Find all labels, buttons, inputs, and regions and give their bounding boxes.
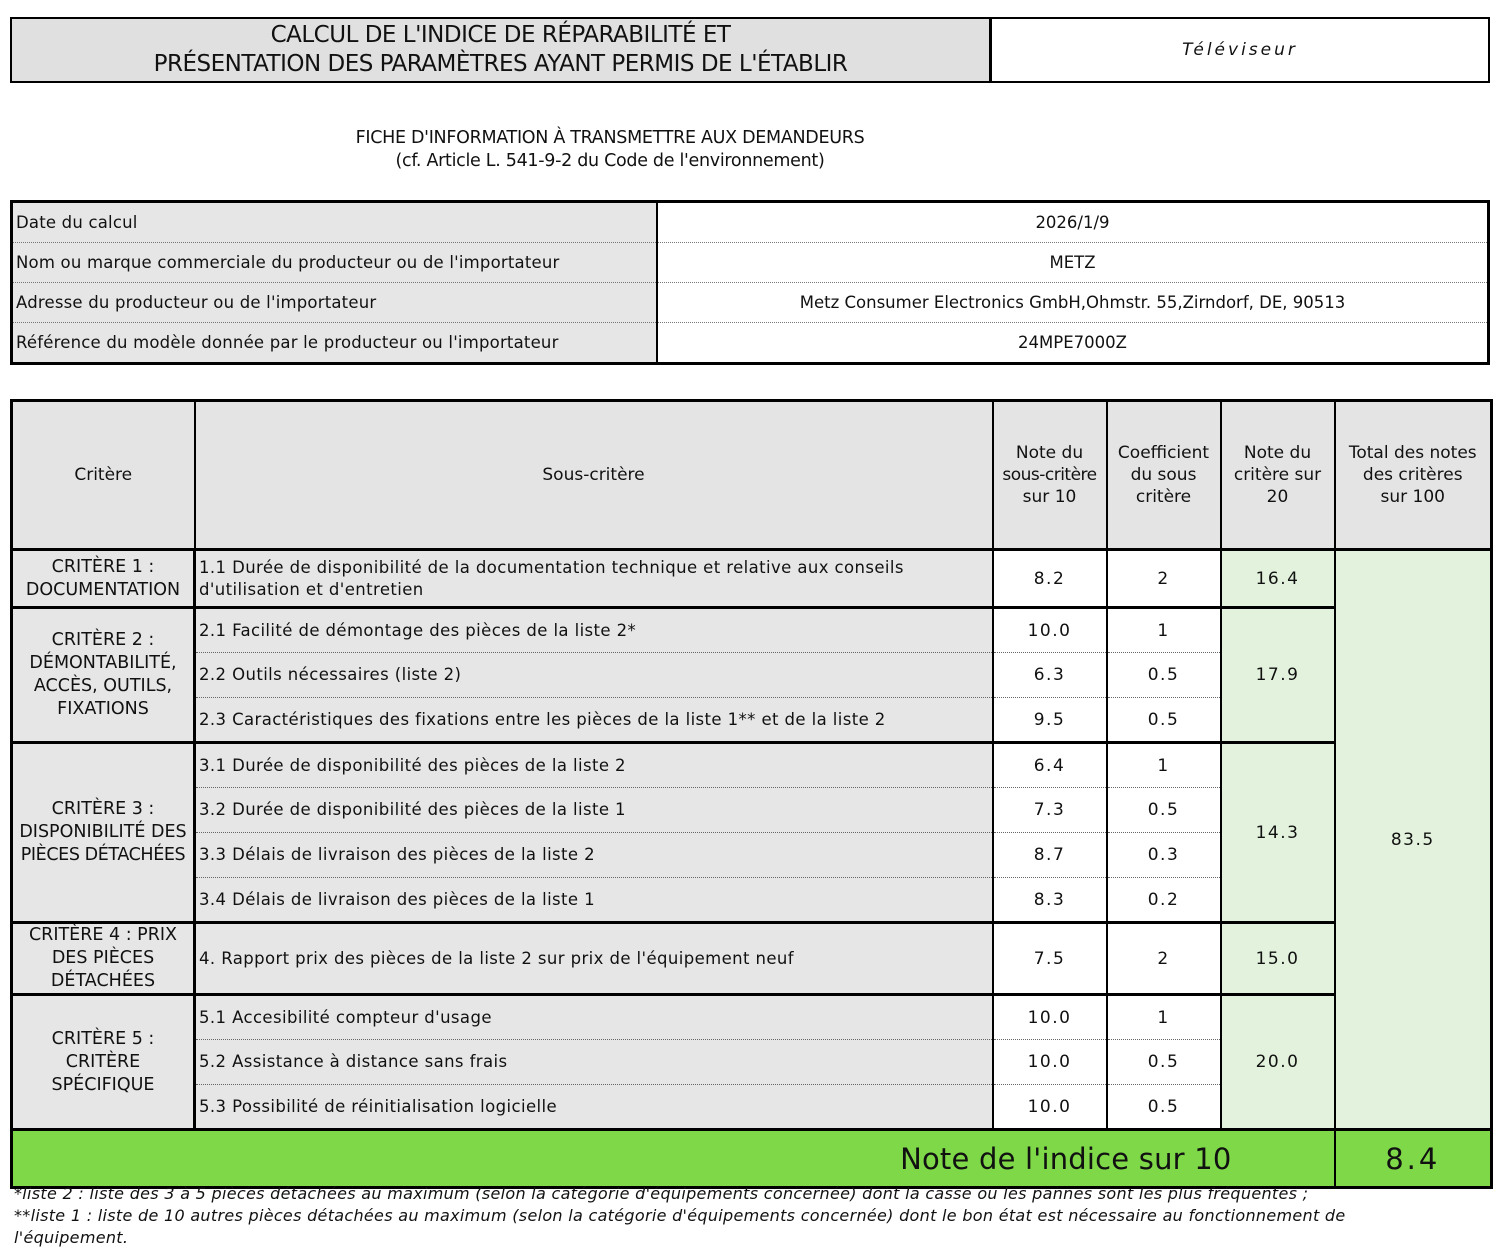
sub-criterion-coefficient: 2 xyxy=(1107,550,1221,608)
sub-criterion-note: 8.2 xyxy=(993,550,1107,608)
sub-criterion-note: 7.3 xyxy=(993,788,1107,833)
sub-criterion-coefficient: 0.5 xyxy=(1107,1085,1221,1130)
criterion-name xyxy=(12,995,195,1130)
sub-criterion-note: 8.3 xyxy=(993,878,1107,923)
sub-criterion-label: 5.2 Assistance à distance sans frais xyxy=(195,1040,993,1085)
header-line: Note du xyxy=(1015,443,1084,463)
header-line: Total des notes xyxy=(1348,443,1477,463)
sub-criterion-label: 1.1 Durée de disponibilité de la documentation technique et relative aux conseils d'utilisation et d'entretien xyxy=(195,550,993,608)
sub-criterion-label: 3.3 Délais de livraison des pièces de la liste 2 xyxy=(195,833,993,878)
final-score-value: 8.4 xyxy=(1335,1130,1492,1188)
sub-criterion-label: 3.1 Durée de disponibilité des pièces de la liste 2 xyxy=(195,743,993,788)
final-score-row xyxy=(12,1130,1492,1188)
criterion-name xyxy=(12,550,195,608)
criterion-line: CRITÈRE 1 : xyxy=(51,556,155,577)
criterion-line: DOCUMENTATION xyxy=(25,579,181,600)
sub-criterion-coefficient: 0.5 xyxy=(1107,698,1221,743)
header-line: critère xyxy=(1135,487,1192,507)
table-row xyxy=(12,743,1492,788)
document-title xyxy=(10,17,991,83)
sub-criterion-note: 8.7 xyxy=(993,833,1107,878)
title-line-2: PRÉSENTATION DES PARAMÈTRES AYANT PERMIS DE L'ÉTABLIR xyxy=(153,51,848,77)
table-row xyxy=(12,608,1492,653)
info-row xyxy=(12,283,1489,323)
info-value: 2026/1/9 xyxy=(657,202,1489,243)
info-value: METZ xyxy=(657,243,1489,283)
info-label: Référence du modèle donnée par le producteur ou l'importateur xyxy=(12,323,658,364)
subtitle-line-2: (cf. Article L. 541-9-2 du Code de l'environnement) xyxy=(395,151,825,171)
info-row xyxy=(12,243,1489,283)
sub-criterion-label: 5.1 Accesibilité compteur d'usage xyxy=(195,995,993,1040)
table-row xyxy=(12,923,1492,995)
sub-criterion-label: 5.3 Possibilité de réinitialisation logicielle xyxy=(195,1085,993,1130)
sub-criterion-coefficient: 2 xyxy=(1107,923,1221,995)
sub-criterion-note: 10.0 xyxy=(993,608,1107,653)
header-line: des critères xyxy=(1362,465,1463,485)
header-line: critère sur xyxy=(1233,465,1322,485)
info-value: Metz Consumer Electronics GmbH,Ohmstr. 55,Zirndorf, DE, 90513 xyxy=(657,283,1489,323)
sub-criterion-note: 6.4 xyxy=(993,743,1107,788)
header-line: sur 10 xyxy=(1022,487,1077,507)
table-row xyxy=(12,995,1492,1040)
header-coefficient xyxy=(1107,401,1221,550)
footnotes xyxy=(14,1183,1454,1249)
sub-criterion-note: 6.3 xyxy=(993,653,1107,698)
title-line-1: CALCUL DE L'INDICE DE RÉPARABILITÉ ET xyxy=(270,22,731,48)
subtitle-line-1: FICHE D'INFORMATION À TRANSMETTRE AUX DEMANDEURS xyxy=(355,128,865,148)
criterion-score: 15.0 xyxy=(1221,923,1335,995)
criterion-score: 16.4 xyxy=(1221,550,1335,608)
sub-criterion-label: 2.2 Outils nécessaires (liste 2) xyxy=(195,653,993,698)
sub-criterion-label: 3.2 Durée de disponibilité des pièces de la liste 1 xyxy=(195,788,993,833)
criterion-line: PIÈCES DÉTACHÉES xyxy=(20,845,186,865)
sub-criterion-coefficient: 0.5 xyxy=(1107,653,1221,698)
sub-criterion-coefficient: 0.3 xyxy=(1107,833,1221,878)
footnote-liste-1: **liste 1 : liste de 10 autres pièces détachées au maximum (selon la catégorie d'équipements concernée) dont le bon état est nécessaire au fonctionnement de l'équipement. xyxy=(14,1206,1346,1247)
header-sous-critere: Sous-critère xyxy=(195,401,993,550)
sub-criterion-coefficient: 1 xyxy=(1107,608,1221,653)
info-value: 24MPE7000Z xyxy=(657,323,1489,364)
sub-criterion-coefficient: 1 xyxy=(1107,995,1221,1040)
footnote-liste-2: *liste 2 : liste des 3 à 5 pièces détachées au maximum (selon la catégorie d'équipements concernée) dont la casse ou les pannes sont les plus fréquentes ; xyxy=(14,1184,1309,1203)
header-critere: Critère xyxy=(12,401,195,550)
header-line: sur 100 xyxy=(1380,487,1445,507)
header-line: Coefficient xyxy=(1117,443,1210,463)
sub-criterion-note: 10.0 xyxy=(993,1040,1107,1085)
criterion-line: SPÉCIFIQUE xyxy=(51,1074,155,1095)
header-line: 20 xyxy=(1266,487,1289,507)
criterion-line: CRITÈRE xyxy=(65,1051,141,1072)
sub-criterion-note: 10.0 xyxy=(993,1085,1107,1130)
criterion-line: DÉMONTABILITÉ, xyxy=(29,653,177,673)
sub-criterion-coefficient: 1 xyxy=(1107,743,1221,788)
criterion-line: DÉTACHÉES xyxy=(50,971,156,991)
subtitle xyxy=(210,127,1010,173)
sub-criterion-note: 10.0 xyxy=(993,995,1107,1040)
criterion-score: 14.3 xyxy=(1221,743,1335,923)
info-label: Date du calcul xyxy=(12,202,658,243)
info-row xyxy=(12,323,1489,364)
criterion-line: CRITÈRE 2 : xyxy=(51,630,155,650)
header-line: Note du xyxy=(1243,443,1312,463)
table-row xyxy=(12,550,1492,608)
criterion-line: CRITÈRE 5 : xyxy=(51,1028,155,1049)
header-total xyxy=(1335,401,1492,550)
sub-criterion-coefficient: 0.5 xyxy=(1107,788,1221,833)
final-score-label: Note de l'indice sur 10 xyxy=(12,1130,1335,1188)
info-label: Nom ou marque commerciale du producteur ou de l'importateur xyxy=(12,243,658,283)
sub-criterion-label: 4. Rapport prix des pièces de la liste 2 sur prix de l'équipement neuf xyxy=(195,923,993,995)
sub-criterion-coefficient: 0.5 xyxy=(1107,1040,1221,1085)
criterion-score: 17.9 xyxy=(1221,608,1335,743)
criterion-score: 20.0 xyxy=(1221,995,1335,1130)
criterion-name xyxy=(12,743,195,923)
header-line: du sous xyxy=(1130,465,1197,485)
criterion-line: FIXATIONS xyxy=(57,699,149,719)
info-label: Adresse du producteur ou de l'importateur xyxy=(12,283,658,323)
table-header-row xyxy=(12,401,1492,550)
header-note-critere xyxy=(1221,401,1335,550)
header-note-sous-critere xyxy=(993,401,1107,550)
sub-criterion-label: 3.4 Délais de livraison des pièces de la liste 1 xyxy=(195,878,993,923)
criterion-name xyxy=(12,923,195,995)
sub-criterion-note: 7.5 xyxy=(993,923,1107,995)
criterion-line: CRITÈRE 4 : PRIX xyxy=(28,925,178,945)
header-line: sous-critère xyxy=(1002,465,1097,485)
sub-criterion-coefficient: 0.2 xyxy=(1107,878,1221,923)
sub-criterion-note: 9.5 xyxy=(993,698,1107,743)
sub-criterion-label: 2.1 Facilité de démontage des pièces de la liste 2* xyxy=(195,608,993,653)
info-row xyxy=(12,202,1489,243)
criterion-name xyxy=(12,608,195,743)
criterion-line: DES PIÈCES xyxy=(51,948,155,968)
producer-info-table xyxy=(10,200,1490,365)
criterion-line: DISPONIBILITÉ DES xyxy=(19,822,187,842)
total-score: 83.5 xyxy=(1335,550,1492,1130)
sub-criterion-label: 2.3 Caractéristiques des fixations entre les pièces de la liste 1** et de la liste 2 xyxy=(195,698,993,743)
repairability-score-table xyxy=(10,399,1493,1189)
product-category: Téléviseur xyxy=(989,17,1490,83)
criterion-line: CRITÈRE 3 : xyxy=(51,799,155,819)
criterion-line: ACCÈS, OUTILS, xyxy=(33,676,173,696)
